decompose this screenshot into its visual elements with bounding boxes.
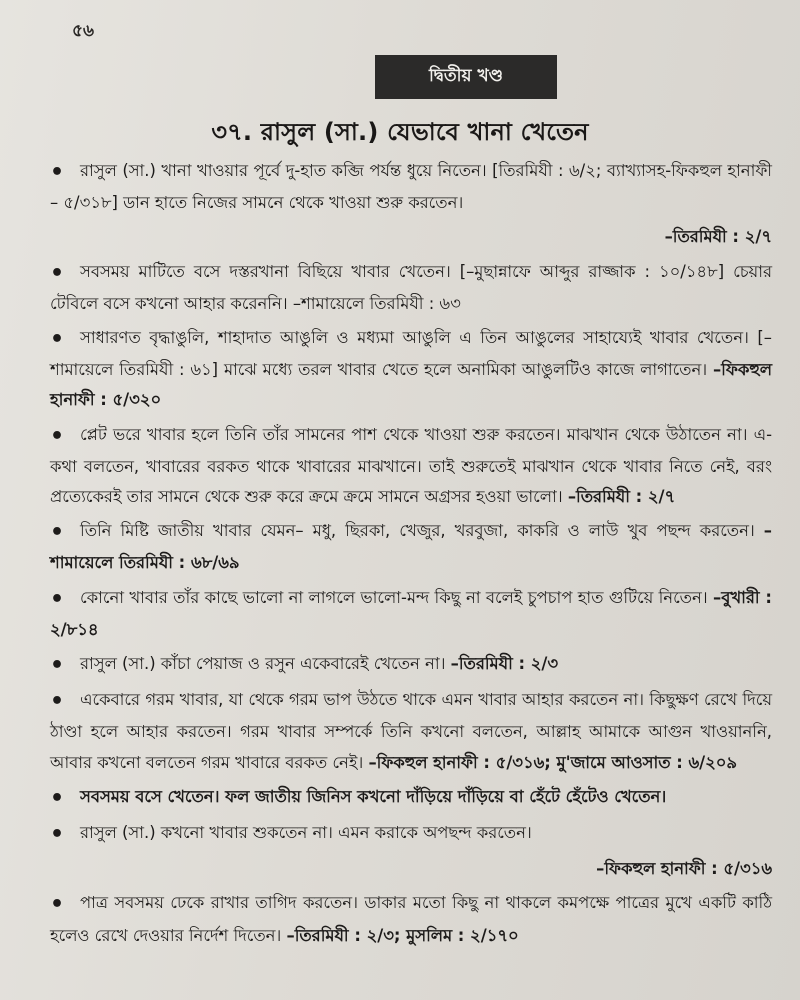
list-item [50, 649, 772, 681]
paragraph-text: একেবারে গরম খাবার, যা থেকে গরম ভাপ উঠতে থাকে এমন খাবার আহার করতেন না। কিছুক্ষণ রেখে দিয়ে ঠাণ্ডা হলে আহার করতেন। গরম খাবার সম্পর্কে তিনি কখনো বলতেন, আল্লাহ আমাকে আগুন খাওয়াননি, আবার কখনো বলতেন গরম খাবারে বরকত নেই। [50, 690, 772, 772]
paragraph-text: কোনো খাবার তাঁর কাছে ভালো না লাগলে ভালো-মন্দ কিছু না বলেই চুপচাপ হাত গুটিয়ে নিতেন। [80, 587, 708, 607]
bullet-icon: • [50, 653, 65, 679]
list-item [50, 888, 772, 950]
bullet-icon: • [50, 689, 65, 715]
citation: –ফিকহুল হানাফী : ৫/৩১৬ [596, 859, 772, 879]
paragraph-text: সবসময় বসে খেতেন। ফল জাতীয় জিনিস কখনো দাঁড়িয়ে দাঁড়িয়ে বা হেঁটে হেঁটেও খেতেন। [80, 786, 667, 806]
citation: –তিরমিযী : ২/৩ [450, 654, 559, 674]
paragraph-text: রাসুল (সা.) খানা খাওয়ার পূর্বে দু-হাত কব্জি পর্যন্ত ধুয়ে নিতেন। [তিরমিযী : ৬/২; ব্যাখ্যাসহ-ফিকহুল হানাফী – ৫/৩১৮] ডান হাতে নিজের সামনে থেকে খাওয়া শুরু করতেন। [50, 161, 772, 213]
paragraph-text: পাত্র সবসময় ঢেকে রাখার তাগিদ করতেন। ডাকার মতো কিছু না থাকলে কমপক্ষে পাত্রের মুখে একটি কাঠি হলেও রেখে দেওয়ার নির্দেশ দিতেন। [50, 893, 772, 945]
bullet-icon: • [50, 160, 65, 185]
list-item [50, 257, 772, 319]
list-item [50, 583, 772, 645]
bullet-icon: • [50, 822, 65, 848]
citation: –তিরমিযী : ২/৩; মুসলিম : ২/১৭০ [286, 925, 519, 945]
citation: –তিরমিযী : ২/৭ [567, 487, 676, 507]
chapter-body [50, 156, 772, 955]
paragraph-text: সাধারণত বৃদ্ধাঙুলি, শাহাদাত আঙুলি ও মধ্যমা আঙুলি এ তিন আঙুলের সাহায্যেই খাবার খেতেন। [–শামায়েলে তিরমিযী : ৬১] মাঝে মধ্যে তরল খাবার খেতে হলে অনামিকা আঙুলটিও কাজে লাগাতেন। [50, 328, 772, 380]
list-item [50, 782, 772, 814]
list-item [50, 323, 772, 416]
page-number: ৫৬ [72, 21, 95, 41]
list-item [50, 818, 772, 850]
bullet-icon: • [50, 892, 65, 918]
bullet-icon: • [50, 785, 65, 811]
paragraph-text: রাসুল (সা.) কখনো খাবার শুকতেন না। এমন করাকে অপছন্দ করতেন। [80, 823, 532, 843]
citation: –তিরমিযী : ২/৭ [664, 227, 772, 247]
list-item [50, 516, 772, 578]
citation: –ফিকহুল হানাফী : ৫/৩১৬; মু'জামে আওসাত : ৬/২০৯ [368, 752, 738, 772]
paragraph-text: তিনি মিষ্টি জাতীয় খাবার যেমন– মধু, ছিরকা, খেজুর, খরবুজা, কাকরি ও লাউ খুব পছন্দ করতেন। [80, 521, 755, 541]
bullet-icon: • [50, 327, 65, 353]
section-header: দ্বিতীয় খণ্ড [375, 55, 557, 99]
paragraph-text: প্লেট ভরে খাবার হলে তিনি তাঁর সামনের পাশ থেকে খাওয়া শুরু করতেন। মাঝখান থেকে উঠাতেন না। এ-কথা বলতেন, খাবারের বরকত থাকে খাবারের মাঝখানে। তাই শুরুতেই মাঝখান থেকে খাবার নিতে নেই, বরং প্রত্যেকেরই তার সামনে থেকে শুরু করে ক্রমে ক্রমে সামনে অগ্রসর হওয়া ভালো। [50, 424, 772, 507]
paragraph-text: সবসময় মাটিতে বসে দস্তরখানা বিছিয়ে খাবার খেতেন। [–মুছান্নাফে আব্দুর রাজ্জাক : ১০/১৪৮] [80, 261, 725, 281]
paragraph-text: চেয়ার টেবিলে বসে কখনো আহার করেননি। –শামায়েলে তিরমিযী : ৬৩ [50, 261, 772, 313]
bullet-icon: • [50, 520, 65, 546]
paragraph-text: রাসুল (সা.) কাঁচা পেয়াজ ও রসুন একেবারেই খেতেন না। [80, 654, 446, 674]
chapter-title: ৩৭. রাসুল (সা.) যেভাবে খানা খেতেন [211, 118, 589, 146]
bullet-icon: • [50, 586, 65, 612]
citation: –শামায়েলে তিরমিযী : ৬৮/৬৯ [50, 521, 772, 573]
bullet-icon: • [50, 260, 65, 286]
citation: –বুখারী : ২/৮১৪ [50, 587, 772, 639]
list-item [50, 685, 772, 778]
bullet-icon: • [50, 423, 65, 449]
citation: –ফিকহুল হানাফী : ৫/৩২০ [50, 360, 772, 410]
list-item [50, 156, 772, 218]
list-item [50, 420, 772, 513]
